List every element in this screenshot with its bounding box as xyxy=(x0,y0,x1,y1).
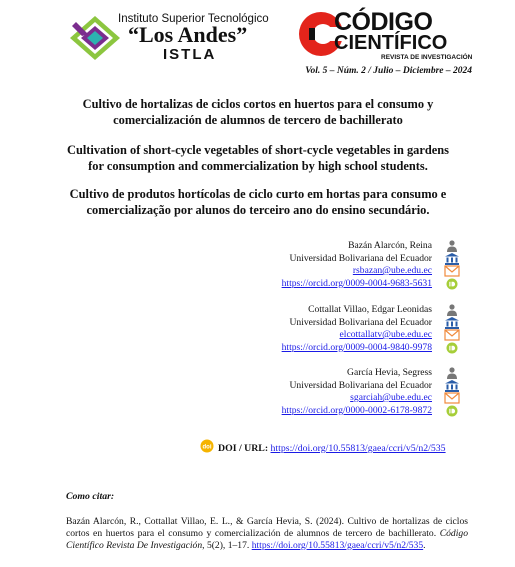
citation-body: Bazán Alarcón, R., Cottallat Villao, E. L., & García Hevia, S. (2024). Cultivo de hortalizas de ciclos cortos en huertos para el consumo y comercialización de alumnos de tercero de bachillerato. xyxy=(66,516,468,539)
svg-text:doi: doi xyxy=(202,444,212,451)
institute-name-main: “Los Andes” xyxy=(128,22,248,47)
journal-logo xyxy=(297,10,472,64)
institute-name: Instituto Superior Tecnológico xyxy=(118,13,269,25)
mail-icon xyxy=(444,265,460,277)
orcid-icon xyxy=(444,342,460,354)
author-email-link[interactable]: sgarciah@ube.edu.ec xyxy=(350,392,432,403)
author-email-link[interactable]: rsbazan@ube.edu.ec xyxy=(352,265,432,276)
doi-link[interactable]: https://doi.org/10.55813/gaea/ccri/v5/n2/535 xyxy=(270,443,446,454)
mail-icon xyxy=(444,329,460,341)
author-orcid-link[interactable]: https://orcid.org/0000-0002-6178-9872 xyxy=(281,404,432,416)
volume-info: Vol. 5 – Núm. 2 / Julio – Diciembre – 2024 xyxy=(305,66,472,76)
institute-logo xyxy=(68,12,268,64)
journal-title-line2: CIENTÍFICO xyxy=(334,32,448,54)
title-portuguese: Cultivo de produtos hortícolas de ciclo curto em hortas para consumo e comercialização por alunos do terceiro ano do ensino secundário. xyxy=(69,187,447,217)
author-name: Cottallat Villao, Edgar Leonidas xyxy=(308,304,432,315)
doi-line xyxy=(202,443,446,454)
institute-diamond-logo-icon xyxy=(68,14,122,62)
orcid-icon xyxy=(444,405,460,417)
author-affiliation: Universidad Bolivariana del Ecuador xyxy=(289,252,432,264)
doi-icon xyxy=(200,439,214,453)
author-affiliation: Universidad Bolivariana del Ecuador xyxy=(289,316,432,328)
author-block xyxy=(282,367,432,417)
author-name: García Hevia, Segress xyxy=(347,367,432,378)
person-icon xyxy=(444,240,460,252)
mail-icon xyxy=(444,392,460,404)
person-icon xyxy=(444,367,460,379)
doi-label: DOI / URL: xyxy=(218,443,269,454)
institution-icon xyxy=(444,317,460,329)
citation-link[interactable]: https://doi.org/10.55813/gaea/ccri/v5/n2/535 xyxy=(251,539,424,551)
orcid-icon xyxy=(444,278,460,290)
institution-icon xyxy=(444,253,460,265)
author-block xyxy=(282,304,432,354)
citation-volume: , 5(2), 1–17. xyxy=(202,539,250,551)
author-block xyxy=(282,240,432,290)
journal-subtitle: REVISTA DE INVESTIGACIÓN xyxy=(381,54,473,61)
citation-label: Como citar: xyxy=(66,491,115,502)
title-spanish: Cultivo de hortalizas de ciclos cortos en huertos para el consumo y comercialización de alumnos de tercero de bachillerato xyxy=(82,97,434,127)
citation-journal: Código Científico Revista De Investigación xyxy=(66,527,468,551)
author-orcid-link[interactable]: https://orcid.org/0009-0004-9683-5631 xyxy=(281,277,432,289)
author-email-link[interactable]: elcottallatv@ube.edu.ec xyxy=(339,329,432,340)
citation-end: . xyxy=(423,539,426,551)
citation-text xyxy=(66,516,468,551)
author-orcid-link[interactable]: https://orcid.org/0009-0004-9840-9978 xyxy=(281,341,432,353)
institute-acronym: ISTLA xyxy=(163,46,217,63)
title-english: Cultivation of short-cycle vegetables of short-cycle vegetables in gardens for consumption and commercialization by high school students. xyxy=(67,143,449,173)
institution-icon xyxy=(444,380,460,392)
author-affiliation: Universidad Bolivariana del Ecuador xyxy=(289,379,432,391)
author-name: Bazán Alarcón, Reina xyxy=(348,240,432,251)
journal-title-line1: CÓDIGO xyxy=(334,8,433,36)
person-icon xyxy=(444,304,460,316)
